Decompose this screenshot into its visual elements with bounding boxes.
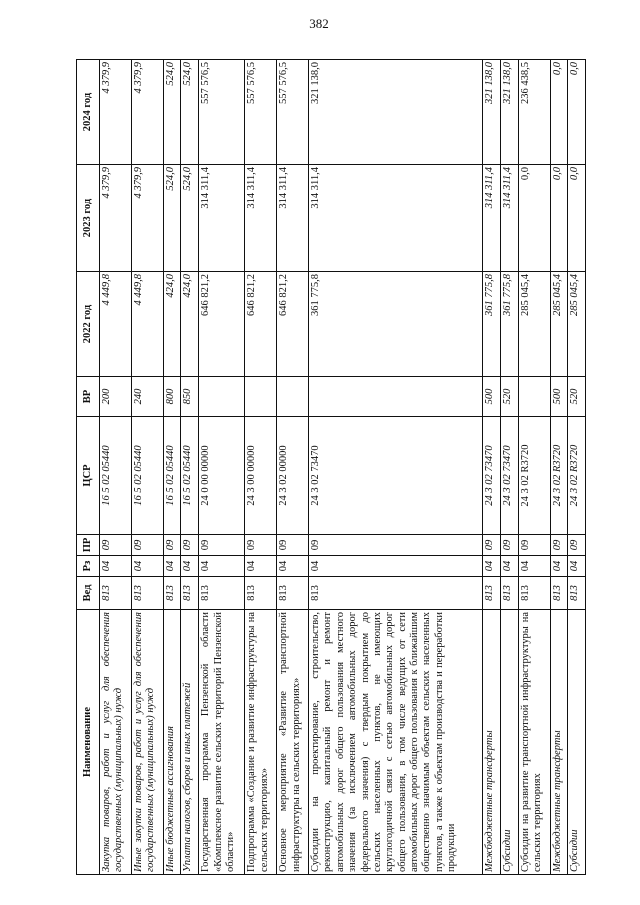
cell-csr: 24 3 02 00000 [277, 417, 309, 535]
cell-rz: 04 [568, 556, 586, 577]
cell-2022: 4 449,8 [131, 272, 163, 377]
header-2024: 2024 год [77, 60, 100, 165]
table-row [568, 60, 586, 875]
cell-rz: 04 [518, 556, 550, 577]
cell-2024: 4 379,9 [131, 60, 163, 165]
table-row [245, 60, 277, 875]
cell-pr: 09 [500, 535, 518, 556]
cell-name: Основное мероприятие «Развитие транспортной инфраструктуры на сельских территориях» [277, 610, 309, 875]
cell-csr: 24 3 02 73470 [309, 417, 483, 535]
cell-ved: 813 [500, 577, 518, 610]
cell-pr: 09 [199, 535, 245, 556]
cell-ved: 813 [199, 577, 245, 610]
cell-2022: 361 775,8 [483, 272, 501, 377]
cell-2024: 0,0 [550, 60, 568, 165]
cell-2024: 524,0 [181, 60, 199, 165]
header-rz: Рз [77, 556, 100, 577]
cell-2024: 557 576,5 [199, 60, 245, 165]
cell-pr: 09 [550, 535, 568, 556]
cell-csr: 24 3 00 00000 [245, 417, 277, 535]
cell-csr: 16 5 02 05440 [100, 417, 132, 535]
cell-pr: 09 [131, 535, 163, 556]
cell-ved: 813 [245, 577, 277, 610]
cell-name: Иные бюджетные ассигнования [163, 610, 181, 875]
cell-2023: 314 311,4 [245, 165, 277, 272]
cell-2023: 0,0 [550, 165, 568, 272]
cell-rz: 04 [100, 556, 132, 577]
cell-2022: 361 775,8 [309, 272, 483, 377]
cell-vr: 520 [568, 377, 586, 417]
budget-table [76, 59, 586, 875]
cell-name: Субсидии на развитие транспортной инфраструктуры на сельских территориях [518, 610, 550, 875]
cell-2024: 321 138,0 [309, 60, 483, 165]
cell-pr: 09 [277, 535, 309, 556]
table-body [100, 60, 586, 875]
cell-ved: 813 [568, 577, 586, 610]
cell-2022: 646 821,2 [277, 272, 309, 377]
cell-ved: 813 [100, 577, 132, 610]
cell-csr: 24 3 02 R3720 [568, 417, 586, 535]
table-row [500, 60, 518, 875]
cell-2023: 314 311,4 [500, 165, 518, 272]
cell-2023: 524,0 [163, 165, 181, 272]
cell-ved: 813 [181, 577, 199, 610]
table-row [163, 60, 181, 875]
cell-2024: 321 138,0 [483, 60, 501, 165]
cell-csr: 16 5 02 05440 [131, 417, 163, 535]
cell-vr: 500 [483, 377, 501, 417]
cell-2024: 4 379,9 [100, 60, 132, 165]
cell-name: Межбюджетные трансферты [550, 610, 568, 875]
cell-name: Иные закупки товаров, работ и услуг для обеспечения государственных (муниципальных) нужд [131, 610, 163, 875]
cell-pr: 09 [163, 535, 181, 556]
cell-rz: 04 [199, 556, 245, 577]
cell-pr: 09 [518, 535, 550, 556]
cell-rz: 04 [131, 556, 163, 577]
cell-2024: 321 138,0 [500, 60, 518, 165]
cell-vr [518, 377, 550, 417]
cell-pr: 09 [100, 535, 132, 556]
cell-pr: 09 [568, 535, 586, 556]
page-number: 382 [309, 16, 329, 31]
cell-csr: 24 3 02 73470 [483, 417, 501, 535]
header-ved: Вед [77, 577, 100, 610]
table-row [100, 60, 132, 875]
table-row [483, 60, 501, 875]
cell-csr: 16 5 02 05440 [181, 417, 199, 535]
cell-2022: 424,0 [181, 272, 199, 377]
table-row [277, 60, 309, 875]
header-name: Наименование [77, 610, 100, 875]
cell-2023: 524,0 [181, 165, 199, 272]
cell-vr [245, 377, 277, 417]
cell-csr: 24 3 02 R3720 [518, 417, 550, 535]
cell-2023: 314 311,4 [483, 165, 501, 272]
cell-2024: 236 438,5 [518, 60, 550, 165]
header-csr: ЦСР [77, 417, 100, 535]
cell-pr: 09 [245, 535, 277, 556]
cell-2022: 646 821,2 [245, 272, 277, 377]
cell-ved: 813 [550, 577, 568, 610]
cell-pr: 09 [181, 535, 199, 556]
cell-2022: 646 821,2 [199, 272, 245, 377]
cell-2022: 285 045,4 [518, 272, 550, 377]
cell-ved: 813 [277, 577, 309, 610]
rotated-table-container [76, 60, 586, 875]
cell-2023: 314 311,4 [309, 165, 483, 272]
cell-ved: 813 [163, 577, 181, 610]
cell-rz: 04 [277, 556, 309, 577]
table-row [518, 60, 550, 875]
header-pr: ПР [77, 535, 100, 556]
cell-vr: 240 [131, 377, 163, 417]
table-row [181, 60, 199, 875]
cell-vr: 800 [163, 377, 181, 417]
cell-2022: 4 449,8 [100, 272, 132, 377]
cell-csr: 24 0 00 00000 [199, 417, 245, 535]
cell-ved: 813 [518, 577, 550, 610]
cell-2022: 285 045,4 [568, 272, 586, 377]
cell-rz: 04 [245, 556, 277, 577]
table-row [550, 60, 568, 875]
cell-2023: 314 311,4 [277, 165, 309, 272]
cell-2024: 557 576,5 [277, 60, 309, 165]
cell-vr: 850 [181, 377, 199, 417]
header-2023: 2023 год [77, 165, 100, 272]
cell-name: Уплата налогов, сборов и иных платежей [181, 610, 199, 875]
cell-vr [309, 377, 483, 417]
header-vr: ВР [77, 377, 100, 417]
cell-2024: 0,0 [568, 60, 586, 165]
cell-2023: 0,0 [568, 165, 586, 272]
header-2022: 2022 год [77, 272, 100, 377]
cell-name: Субсидии [500, 610, 518, 875]
cell-vr: 200 [100, 377, 132, 417]
cell-rz: 04 [163, 556, 181, 577]
table-header-row [77, 60, 100, 875]
cell-name: Государственная программа Пензенской области «Комплексное развитие сельских территорий Пензенской области» [199, 610, 245, 875]
cell-name: Подпрограмма «Создание и развитие инфраструктуры на сельских территориях» [245, 610, 277, 875]
cell-2024: 524,0 [163, 60, 181, 165]
cell-name: Субсидии на проектирование, строительство, реконструкцию, капитальный ремонт и ремонт автомобильных дорог общего пользования местного значения (за исключением автомобильных дорог федерального значения) с твердым покрытием до сельских населенных пунктов, не имеющих круглогодичной связи с сетью автомобильных дорог общего пользования, в том числе ведущих от сети автомобильных дорог общего пользования к ближайшим общественно значимым объектам сельских населенных пунктов, а также к объектам производства и переработки продукции [309, 610, 483, 875]
cell-2024: 557 576,5 [245, 60, 277, 165]
cell-2023: 4 379,9 [131, 165, 163, 272]
cell-name: Межбюджетные трансферты [483, 610, 501, 875]
cell-rz: 04 [483, 556, 501, 577]
cell-name: Закупка товаров, работ и услуг для обеспечения государственных (муниципальных) нужд [100, 610, 132, 875]
cell-2023: 0,0 [518, 165, 550, 272]
table-row [309, 60, 483, 875]
cell-ved: 813 [131, 577, 163, 610]
cell-csr: 24 3 02 73470 [500, 417, 518, 535]
cell-2022: 424,0 [163, 272, 181, 377]
cell-csr: 24 3 02 R3720 [550, 417, 568, 535]
cell-pr: 09 [309, 535, 483, 556]
cell-rz: 04 [500, 556, 518, 577]
table-row [131, 60, 163, 875]
cell-rz: 04 [181, 556, 199, 577]
cell-rz: 04 [309, 556, 483, 577]
cell-2023: 4 379,9 [100, 165, 132, 272]
cell-2023: 314 311,4 [199, 165, 245, 272]
cell-ved: 813 [483, 577, 501, 610]
cell-vr [199, 377, 245, 417]
cell-name: Субсидии [568, 610, 586, 875]
cell-ved: 813 [309, 577, 483, 610]
cell-vr: 500 [550, 377, 568, 417]
cell-vr [277, 377, 309, 417]
cell-rz: 04 [550, 556, 568, 577]
cell-pr: 09 [483, 535, 501, 556]
cell-vr: 520 [500, 377, 518, 417]
cell-csr: 16 5 02 05440 [163, 417, 181, 535]
table-row [199, 60, 245, 875]
cell-2022: 361 775,8 [500, 272, 518, 377]
cell-2022: 285 045,4 [550, 272, 568, 377]
